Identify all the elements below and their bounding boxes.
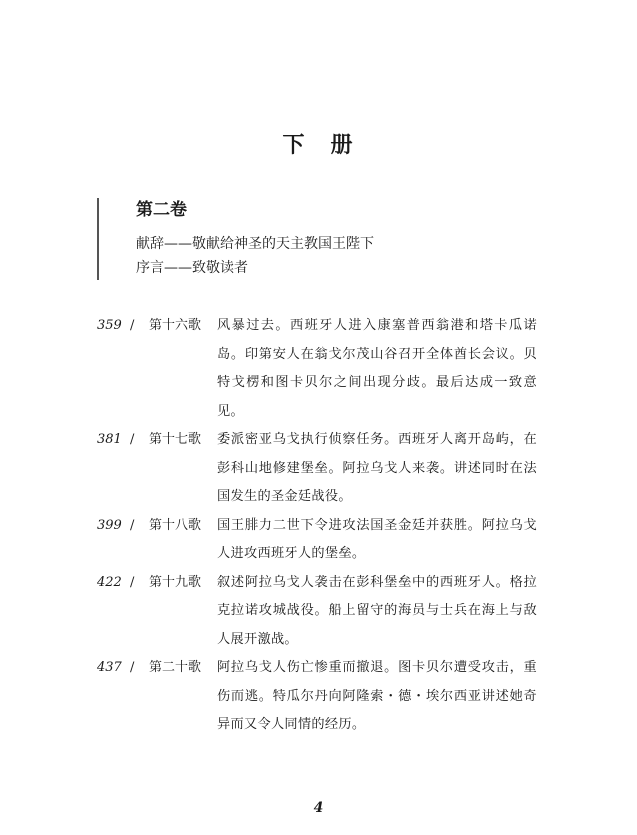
entry-canto: 第十九歌 <box>149 574 202 590</box>
entry-description: 阿拉乌戈人伤亡惨重而撤退。图卡贝尔遭受攻击，重伤而逃。特瓜尔丹向阿隆索・德・埃尔西亚讲述她奇异而又令人同情的经历。 <box>217 660 537 732</box>
dedication-line: 献辞——敬献给神圣的天主教国王陛下 <box>136 236 374 252</box>
entry-description: 国王腓力二世下令进攻法国圣金廷并获胜。阿拉乌戈人进攻西班牙人的堡垒。 <box>217 517 537 561</box>
volume-bar <box>97 198 99 280</box>
entry-page-number: 359 <box>97 318 122 333</box>
toc-entry-17 <box>0 426 637 512</box>
entry-canto: 第十七歌 <box>149 432 202 447</box>
entry-canto: 第十八歌 <box>149 517 202 533</box>
entry-page-number: 437 <box>97 660 122 675</box>
toc-entry-19 <box>0 569 637 655</box>
toc-entry-20 <box>0 654 637 740</box>
entry-description: 风暴过去。西班牙人进入康塞普西翁港和塔卡瓜诺岛。印第安人在翁戈尔茂山谷召开全体酋长会议。贝特戈楞和图卡贝尔之间出现分歧。最后达成一致意见。 <box>217 318 537 419</box>
entry-canto: 第十六歌 <box>149 318 202 333</box>
page-number: 4 <box>313 800 324 816</box>
entry-separator: / <box>130 574 135 590</box>
entry-separator: / <box>130 318 135 333</box>
entry-description: 叙述阿拉乌戈人袭击在彭科堡垒中的西班牙人。格拉克拉诺攻城战役。船上留守的海员与士兵在海上与敌人展开激战。 <box>217 574 537 647</box>
volume-title: 第二卷 <box>136 200 187 220</box>
entry-page-number: 381 <box>97 432 122 447</box>
entry-page-number: 422 <box>97 574 122 590</box>
entry-separator: / <box>130 660 135 675</box>
toc-entry-18 <box>0 512 637 569</box>
part-title: 下 册 <box>282 132 355 158</box>
table-of-contents <box>0 312 637 740</box>
entry-separator: / <box>130 517 135 533</box>
entry-page-number: 399 <box>97 517 122 533</box>
entry-description: 委派密亚乌戈执行侦察任务。西班牙人离开岛屿，在彭科山地修建堡垒。阿拉乌戈人来袭。讲述同时在法国发生的圣金廷战役。 <box>217 432 537 504</box>
preface-line: 序言——致敬读者 <box>136 260 248 276</box>
entry-separator: / <box>130 432 135 447</box>
volume-block <box>97 198 517 280</box>
toc-entry-16 <box>0 312 637 426</box>
entry-canto: 第二十歌 <box>149 660 202 675</box>
